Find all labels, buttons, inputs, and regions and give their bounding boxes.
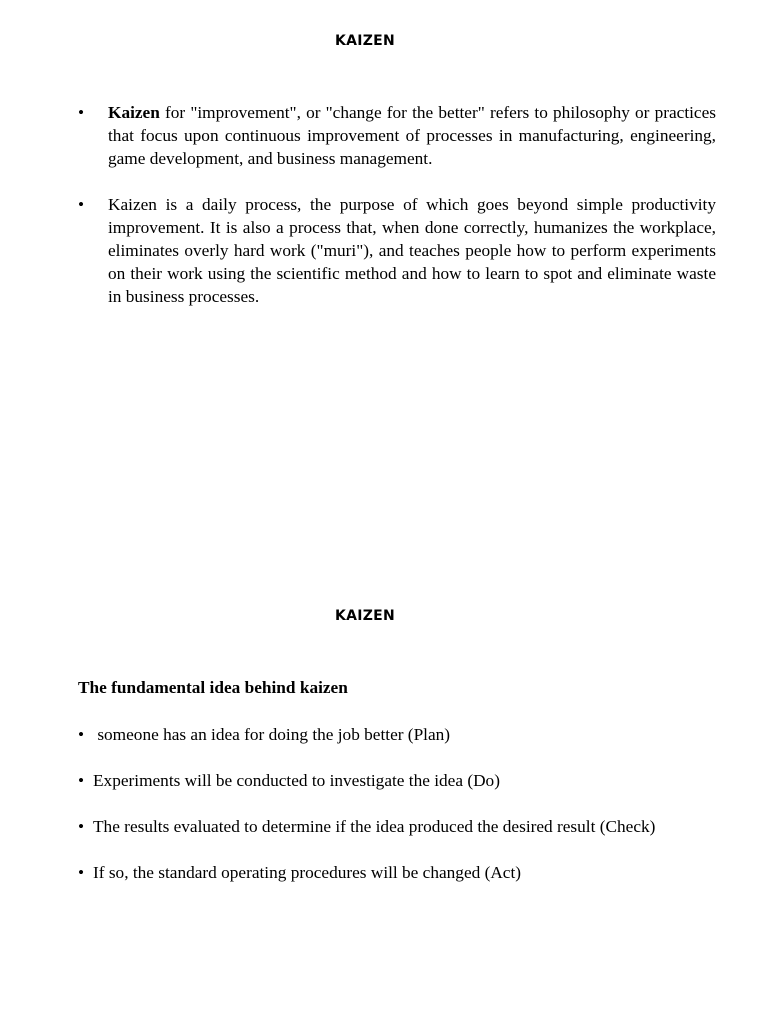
item-text: someone has an idea for doing the job better (Plan) bbox=[93, 725, 451, 744]
item-text: The results evaluated to determine if the idea produced the desired result (Check) bbox=[93, 817, 656, 836]
bullet-icon: • bbox=[78, 195, 85, 214]
bullet-icon: • bbox=[78, 771, 85, 790]
list-item bbox=[78, 769, 716, 792]
bold-term: Kaizen bbox=[108, 103, 160, 122]
bullet-icon: • bbox=[78, 817, 85, 836]
section-title: KAIZEN bbox=[334, 608, 396, 624]
item-text: Kaizen is a daily process, the purpose of which goes beyond simple productivity improvement. It is also a process that, when done correctly, humanizes the workplace, eliminates overly hard work ("muri"), and teaches people how to perform experiments on their work using the scientific method and how to learn to spot and eliminate waste in business processes. bbox=[108, 195, 716, 306]
bullet-icon: • bbox=[78, 103, 85, 122]
list-item bbox=[78, 723, 716, 746]
item-text: for "improvement", or "change for the better" refers to philosophy or practices that focus upon continuous improvement of processes in manufacturing, engineering, game development, and business management. bbox=[108, 103, 716, 168]
list-item bbox=[78, 861, 716, 884]
list-item bbox=[78, 101, 716, 170]
list-item bbox=[78, 815, 716, 838]
kaizen-steps-list bbox=[78, 723, 716, 907]
item-text: Experiments will be conducted to investigate the idea (Do) bbox=[93, 771, 500, 790]
list-item bbox=[78, 193, 716, 308]
kaizen-definition-list bbox=[78, 101, 716, 331]
section-title: KAIZEN bbox=[334, 33, 396, 49]
bullet-icon: • bbox=[78, 725, 85, 744]
item-text: If so, the standard operating procedures will be changed (Act) bbox=[93, 863, 522, 882]
section-heading: The fundamental idea behind kaizen bbox=[78, 678, 348, 697]
bullet-icon: • bbox=[78, 863, 85, 882]
